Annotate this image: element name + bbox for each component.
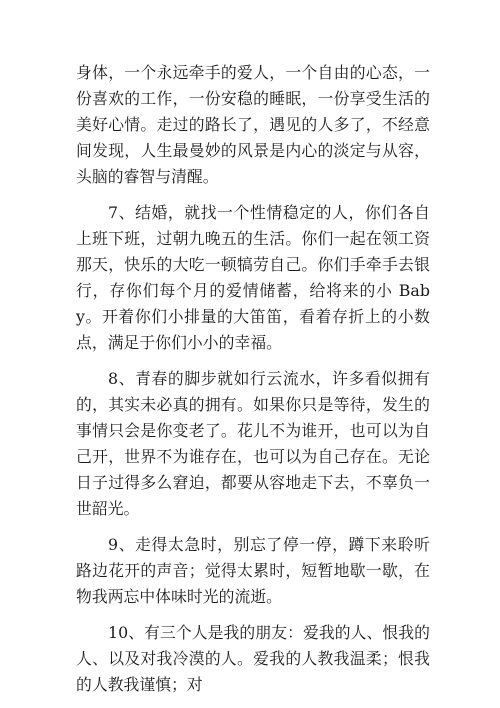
paragraph-7: 7、结婚，就找一个性情稳定的人，你们各自上班下班，过朝九晚五的生活。你们一起在领工资那天，快乐的大吃一顿犒劳自己。你们手牵手去银行，存你们每个月的爱情储蓄，给将来的小 Baby。开着你们小排量的大笛笛，看着存折上的小数点，满足于你们小小的幸福。 (76, 203, 430, 352)
body-text (76, 60, 430, 708)
paragraph-9: 9、走得太急时，别忘了停一停，蹲下来聆听路边花开的声音；觉得太累时，短暂地歇一歇，在物我两忘中体味时光的流逝。 (76, 535, 430, 606)
paragraph-8: 8、青春的脚步就如行云流水，许多看似拥有的，其实未必真的拥有。如果你只是等待，发生的事情只会是你变老了。花儿不为谁开，也可以为自己开，世界不为谁存在，也可以为自己存在。无论日子过得多么窘迫，都要从容地走下去，不辜负一世韶光。 (76, 369, 430, 518)
paragraph-continuation: 身体，一个永远牵手的爱人，一个自由的心态，一份喜欢的工作，一份安稳的睡眠，一份享受生活的美好心情。走过的路长了，遇见的人多了，不经意间发现，人生最曼妙的风景是内心的淡定与从容，头脑的睿智与清醒。 (76, 63, 430, 186)
paragraph-10: 10、有三个人是我的朋友：爱我的人、恨我的人、以及对我冷漠的人。爱我的人教我温柔；恨我的人教我谨慎；对 (76, 623, 430, 694)
